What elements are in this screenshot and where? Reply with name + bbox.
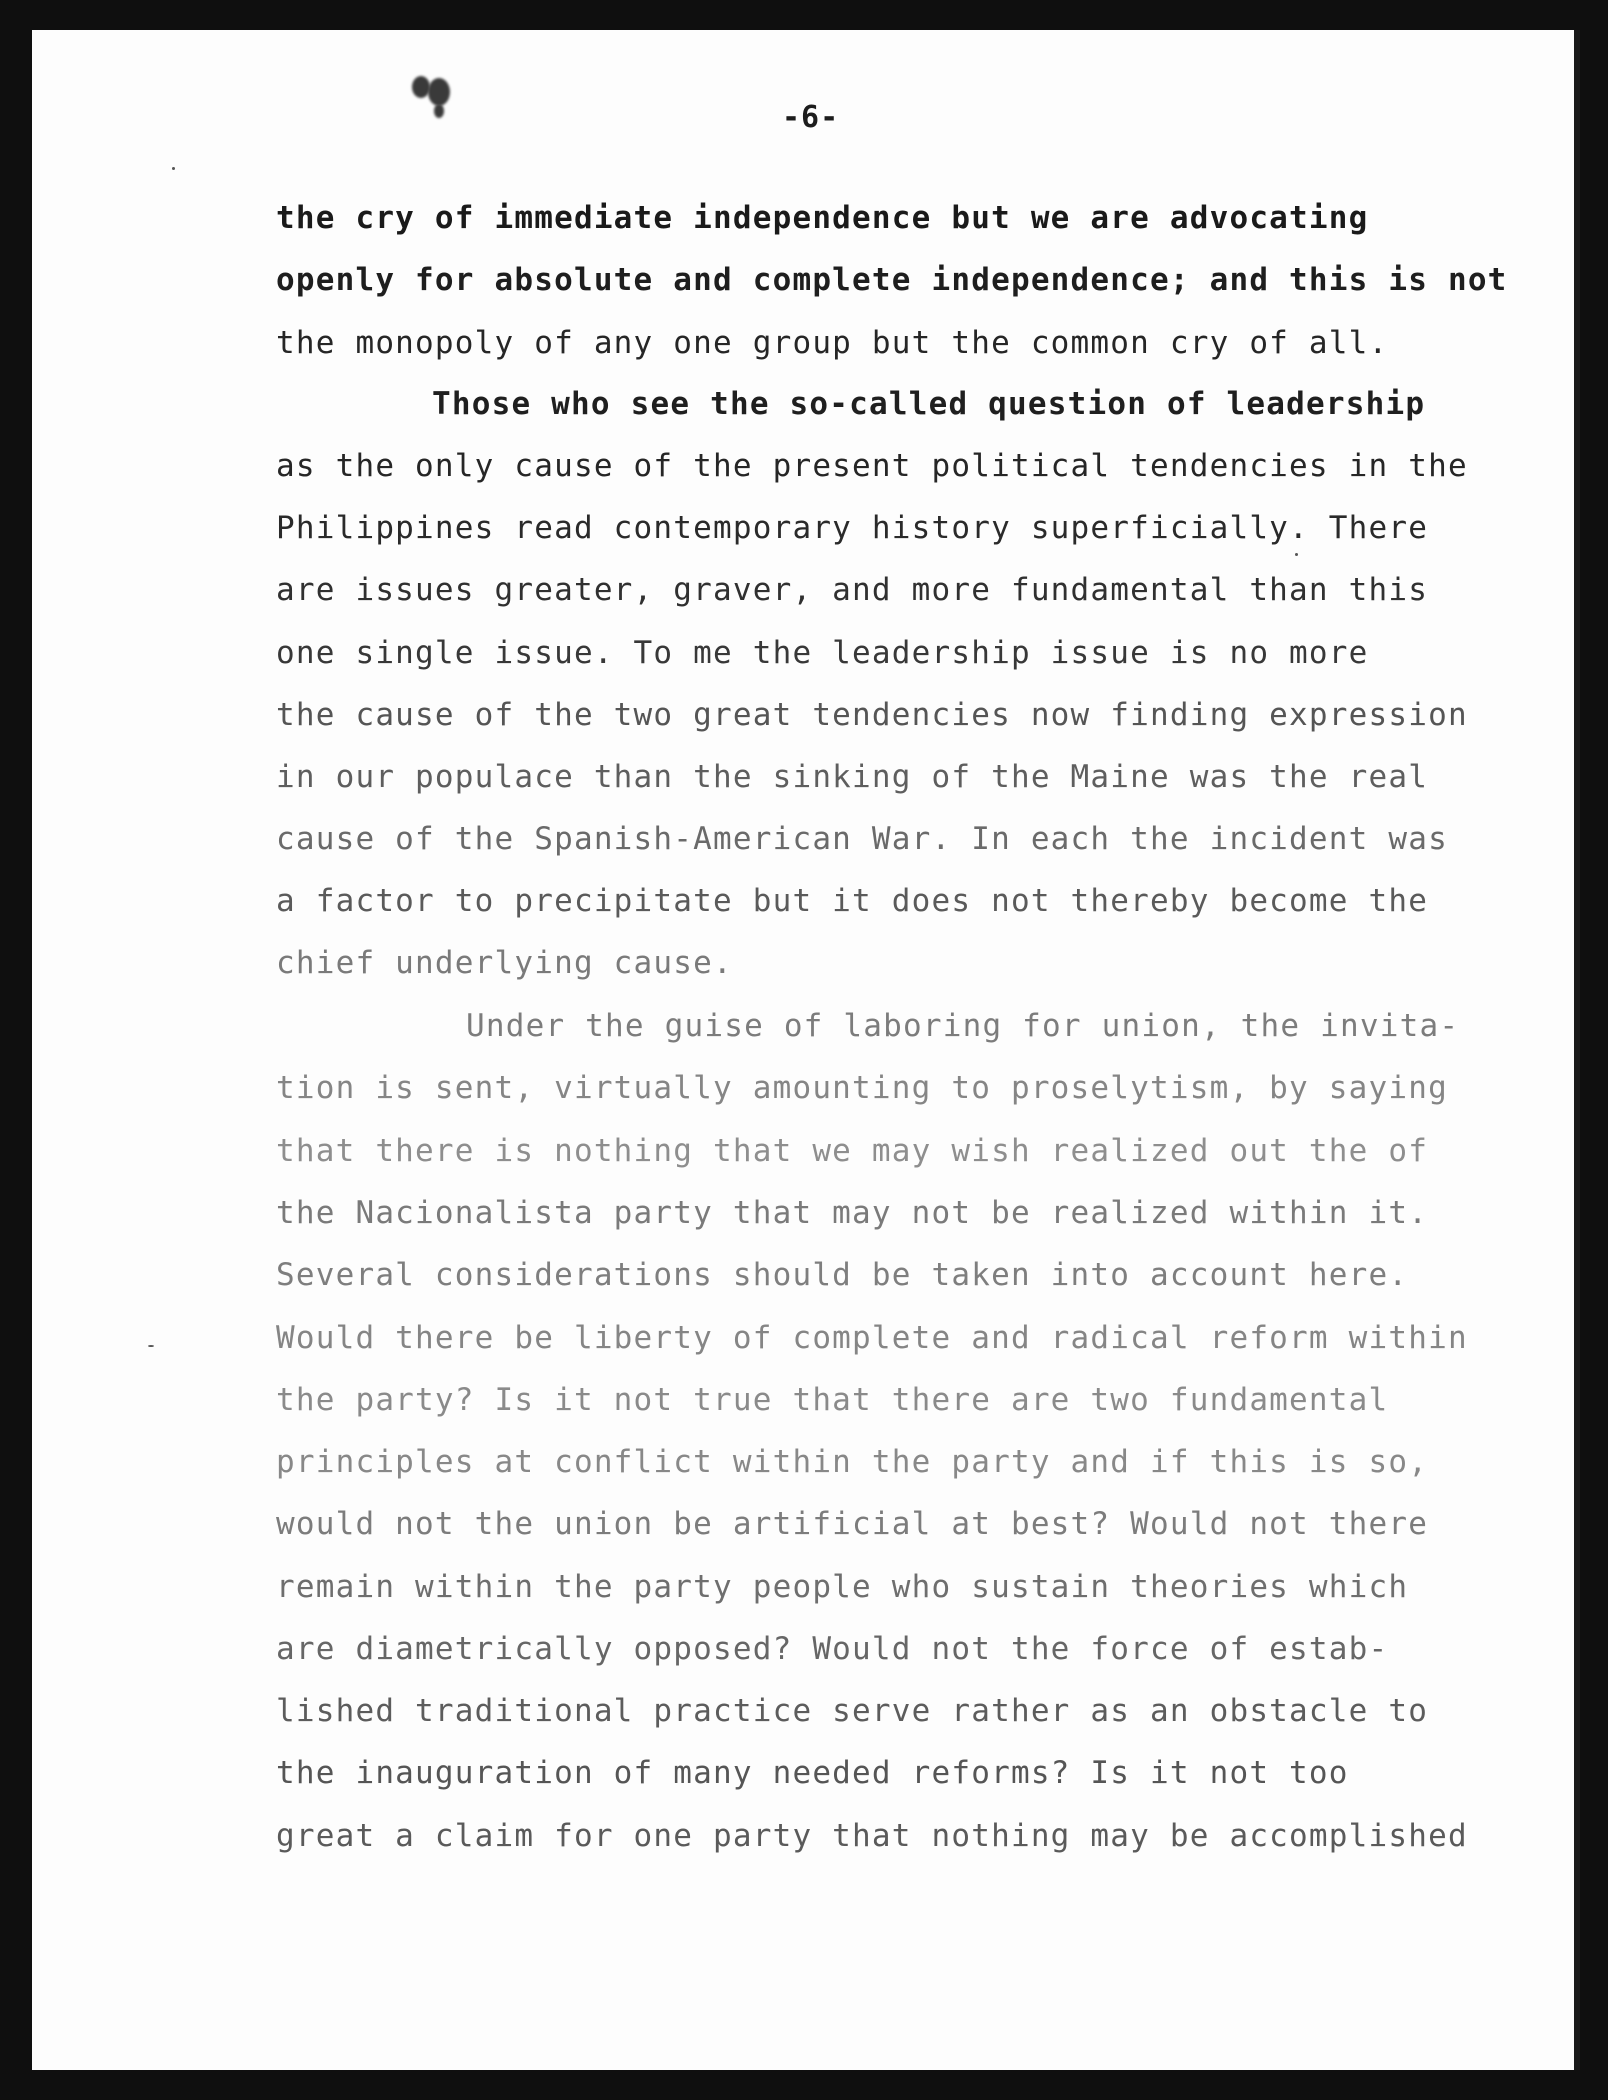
scan-border-right <box>1574 30 1580 2070</box>
text-line: Under the guise of laboring for union, the invita- <box>466 1008 1460 1044</box>
text-line: the Nacionalista party that may not be realized within it. <box>276 1195 1429 1231</box>
text-line: the cause of the two great tendencies now finding expression <box>276 697 1468 733</box>
punch-hole-mark <box>428 78 450 106</box>
text-line: a factor to precipitate but it does not thereby become the <box>276 883 1429 919</box>
text-line: lished traditional practice serve rather as an obstacle to <box>276 1693 1429 1729</box>
text-line: the cry of immediate independence but we are advocating <box>276 200 1369 236</box>
text-line: one single issue. To me the leadership issue is no more <box>276 635 1369 671</box>
page-number: -6- <box>782 100 840 135</box>
document-page <box>32 30 1580 2070</box>
text-line: in our populace than the sinking of the Maine was the real <box>276 759 1429 795</box>
text-line: remain within the party people who sustain theories which <box>276 1569 1409 1605</box>
text-line: that there is nothing that we may wish realized out the of <box>276 1133 1429 1169</box>
text-line: principles at conflict within the party and if this is so, <box>276 1444 1429 1480</box>
text-line: are issues greater, graver, and more fundamental than this <box>276 572 1429 608</box>
text-line: cause of the Spanish-American War. In each the incident was <box>276 821 1448 857</box>
text-line: would not the union be artificial at best? Would not there <box>276 1506 1429 1542</box>
scan-speck <box>1295 553 1298 556</box>
text-line: Would there be liberty of complete and radical reform within <box>276 1320 1468 1356</box>
text-line: the party? Is it not true that there are two fundamental <box>276 1382 1389 1418</box>
scan-speck <box>172 167 175 170</box>
text-line: the inauguration of many needed reforms? Is it not too <box>276 1755 1349 1791</box>
text-line: Several considerations should be taken into account here. <box>276 1257 1409 1293</box>
text-line: Philippines read contemporary history superficially. There <box>276 510 1429 546</box>
text-line: the monopoly of any one group but the common cry of all. <box>276 325 1389 361</box>
text-line: tion is sent, virtually amounting to proselytism, by saying <box>276 1070 1448 1106</box>
text-line: are diametrically opposed? Would not the force of estab- <box>276 1631 1389 1667</box>
text-line: Those who see the so-called question of leadership <box>432 386 1426 422</box>
text-line: chief underlying cause. <box>276 945 733 981</box>
scan-speck <box>148 1345 154 1347</box>
text-line: openly for absolute and complete independence; and this is not <box>276 262 1508 298</box>
text-line: as the only cause of the present political tendencies in the <box>276 448 1468 484</box>
text-line: great a claim for one party that nothing may be accomplished <box>276 1818 1468 1854</box>
punch-hole-mark <box>434 104 444 118</box>
